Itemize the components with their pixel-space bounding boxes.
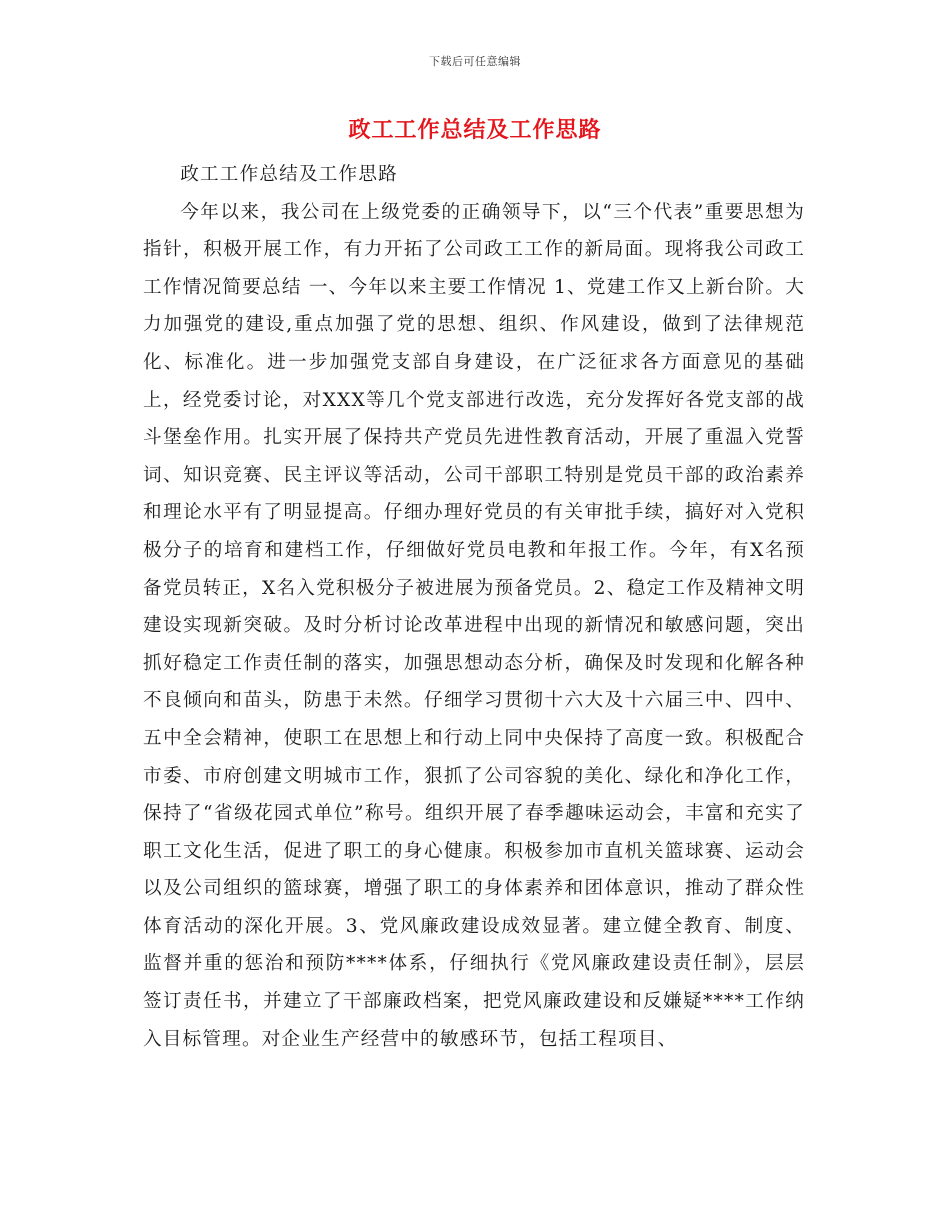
document-title: 政工工作总结及工作思路 xyxy=(348,117,602,143)
header-note: 下载后可任意编辑 xyxy=(429,55,521,68)
subtitle-paragraph: 政工工作总结及工作思路 xyxy=(180,164,398,185)
document-body xyxy=(143,156,805,1058)
body-paragraph: 今年以来，我公司在上级党委的正确领导下，以“三个代表”重要思想为指针，积极开展工作，有力开拓了公司政工工作的新局面。现将我公司政工工作情况简要总结 一、今年以来主要工作情况 1、党建工作又上新台阶。大力加强党的建设,重点加强了党的思想、组织、作风建设，做到了法律规范化、标准化。进一步加强党支部自身建设，在广泛征求各方面意见的基础上，经党委讨论，对XXX等几个党支部进行改选，充分发挥好各党支部的战斗堡垒作用。扎实开展了保持共产党员先进性教育活动，开展了重温入党誓词、知识竞赛、民主评议等活动，公司干部职工特别是党员干部的政治素养和理论水平有了明显提高。仔细办理好党员的有关审批手续，搞好对入党积极分子的培育和建档工作，仔细做好党员电教和年报工作。今年，有X名预备党员转正，X名入党积极分子被进展为预备党员。2、稳定工作及精神文明建设实现新突破。及时分析讨论改革进程中出现的新情况和敏感问题，突出抓好稳定工作责任制的落实，加强思想动态分析，确保及时发现和化解各种不良倾向和苗头，防患于未然。仔细学习贯彻十六大及十六届三中、四中、五中全会精神，使职工在思想上和行动上同中央保持了高度一致。积极配合市委、市府创建文明城市工作，狠抓了公司容貌的美化、绿化和净化工作，保持了“省级花园式单位”称号。组织开展了春季趣味运动会，丰富和充实了职工文化生活，促进了职工的身心健康。积极参加市直机关篮球赛、运动会以及公司组织的篮球赛，增强了职工的身体素养和团体意识，推动了群众性体育活动的深化开展。3、党风廉政建设成效显著。建立健全教育、制度、监督并重的惩治和预防****体系，仔细执行《党风廉政建设责任制》，层层签订责任书，并建立了干部廉政档案，把党风廉政建设和反嫌疑****工作纳入目标管理。对企业生产经营中的敏感环节，包括工程项目、 xyxy=(143,201,805,1050)
